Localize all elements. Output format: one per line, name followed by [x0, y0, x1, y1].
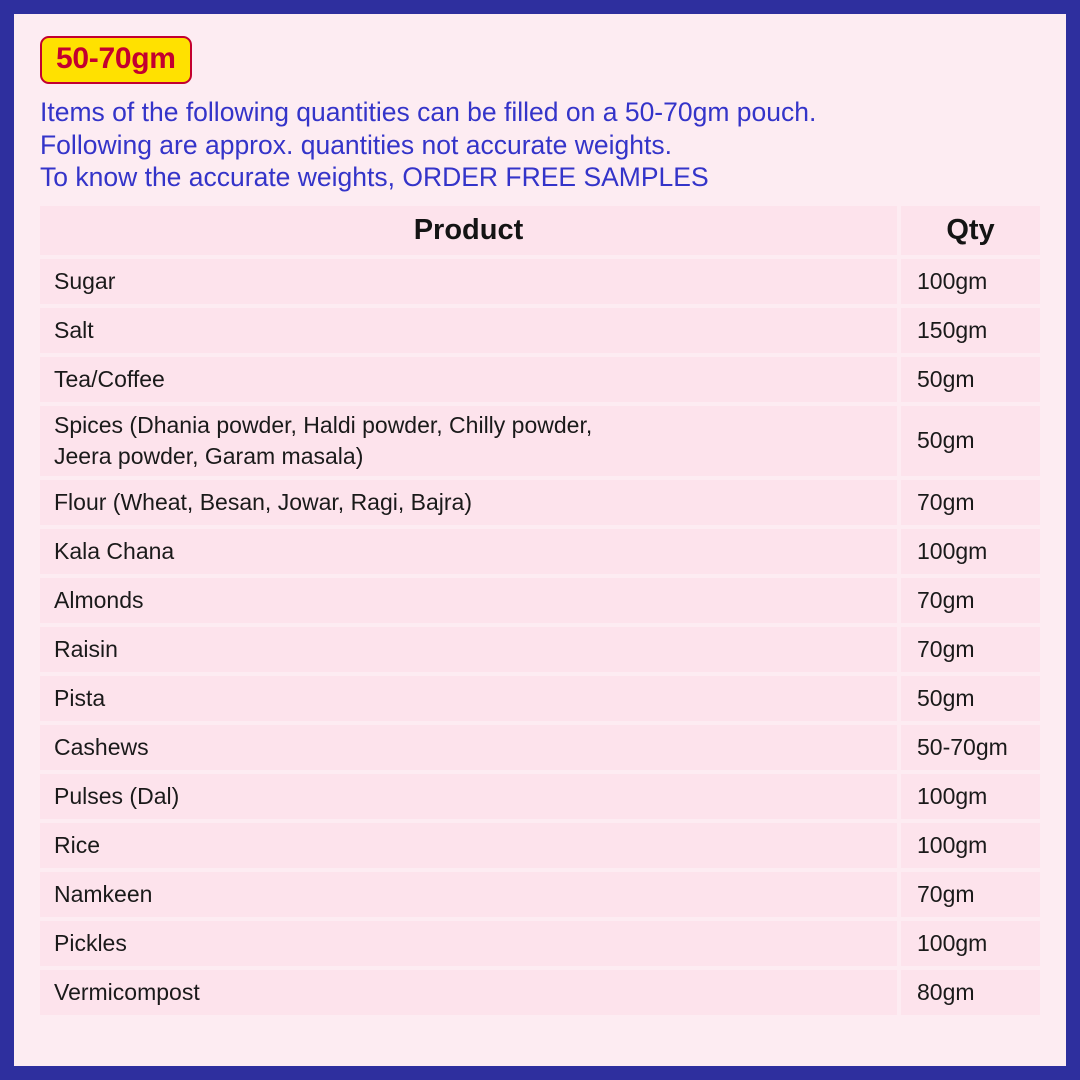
intro-line-2: Following are approx. quantities not accurate weights. [40, 129, 672, 160]
table-row [40, 676, 1040, 721]
intro-text [40, 96, 1040, 194]
cell-product: Sugar [40, 259, 897, 304]
cell-qty: 70gm [901, 627, 1040, 672]
table-row [40, 259, 1040, 304]
cell-product-line-1: Spices (Dhania powder, Haldi powder, Chilly powder, [54, 412, 593, 439]
cell-qty: 50gm [901, 357, 1040, 402]
cell-product: Rice [40, 823, 897, 868]
poster-card [14, 14, 1066, 1066]
cell-product: Namkeen [40, 872, 897, 917]
cell-qty: 50gm [901, 406, 1040, 476]
product-table [40, 206, 1040, 1058]
cell-qty: 150gm [901, 308, 1040, 353]
table-row [40, 921, 1040, 966]
cell-product: Pista [40, 676, 897, 721]
table-row [40, 627, 1040, 672]
column-header-qty: Qty [901, 206, 1040, 255]
header [22, 22, 1058, 200]
table-row [40, 970, 1040, 1015]
cell-qty: 70gm [901, 480, 1040, 525]
column-header-product: Product [40, 206, 897, 255]
table-header-row [40, 206, 1040, 255]
table-row [40, 872, 1040, 917]
cell-product: Flour (Wheat, Besan, Jowar, Ragi, Bajra) [40, 480, 897, 525]
cell-qty: 100gm [901, 529, 1040, 574]
table-row [40, 357, 1040, 402]
cell-qty: 50gm [901, 676, 1040, 721]
table-row [40, 725, 1040, 770]
cell-product: Kala Chana [40, 529, 897, 574]
table-row [40, 308, 1040, 353]
cell-qty: 100gm [901, 774, 1040, 819]
poster-inner [22, 22, 1058, 1058]
table-row [40, 529, 1040, 574]
cell-product: Salt [40, 308, 897, 353]
cell-qty: 50-70gm [901, 725, 1040, 770]
cell-qty: 100gm [901, 823, 1040, 868]
cell-product: Pulses (Dal) [40, 774, 897, 819]
table-row [40, 578, 1040, 623]
table-row [40, 406, 1040, 476]
cell-product-line-2: Jeera powder, Garam masala) [54, 442, 364, 469]
cell-qty: 100gm [901, 259, 1040, 304]
cell-product: Raisin [40, 627, 897, 672]
cell-product [40, 406, 897, 476]
intro-line-3: To know the accurate weights, ORDER FREE SAMPLES [40, 162, 709, 193]
weight-badge: 50-70gm [40, 36, 192, 84]
intro-line-1: Items of the following quantities can be filled on a 50-70gm pouch. [40, 97, 817, 127]
cell-product: Tea/Coffee [40, 357, 897, 402]
table-row [40, 823, 1040, 868]
table-row [40, 774, 1040, 819]
cell-product: Cashews [40, 725, 897, 770]
cell-qty: 70gm [901, 872, 1040, 917]
cell-qty: 70gm [901, 578, 1040, 623]
cell-qty: 100gm [901, 921, 1040, 966]
cell-qty: 80gm [901, 970, 1040, 1015]
cell-product: Almonds [40, 578, 897, 623]
cell-product: Vermicompost [40, 970, 897, 1015]
cell-product: Pickles [40, 921, 897, 966]
table-row [40, 480, 1040, 525]
